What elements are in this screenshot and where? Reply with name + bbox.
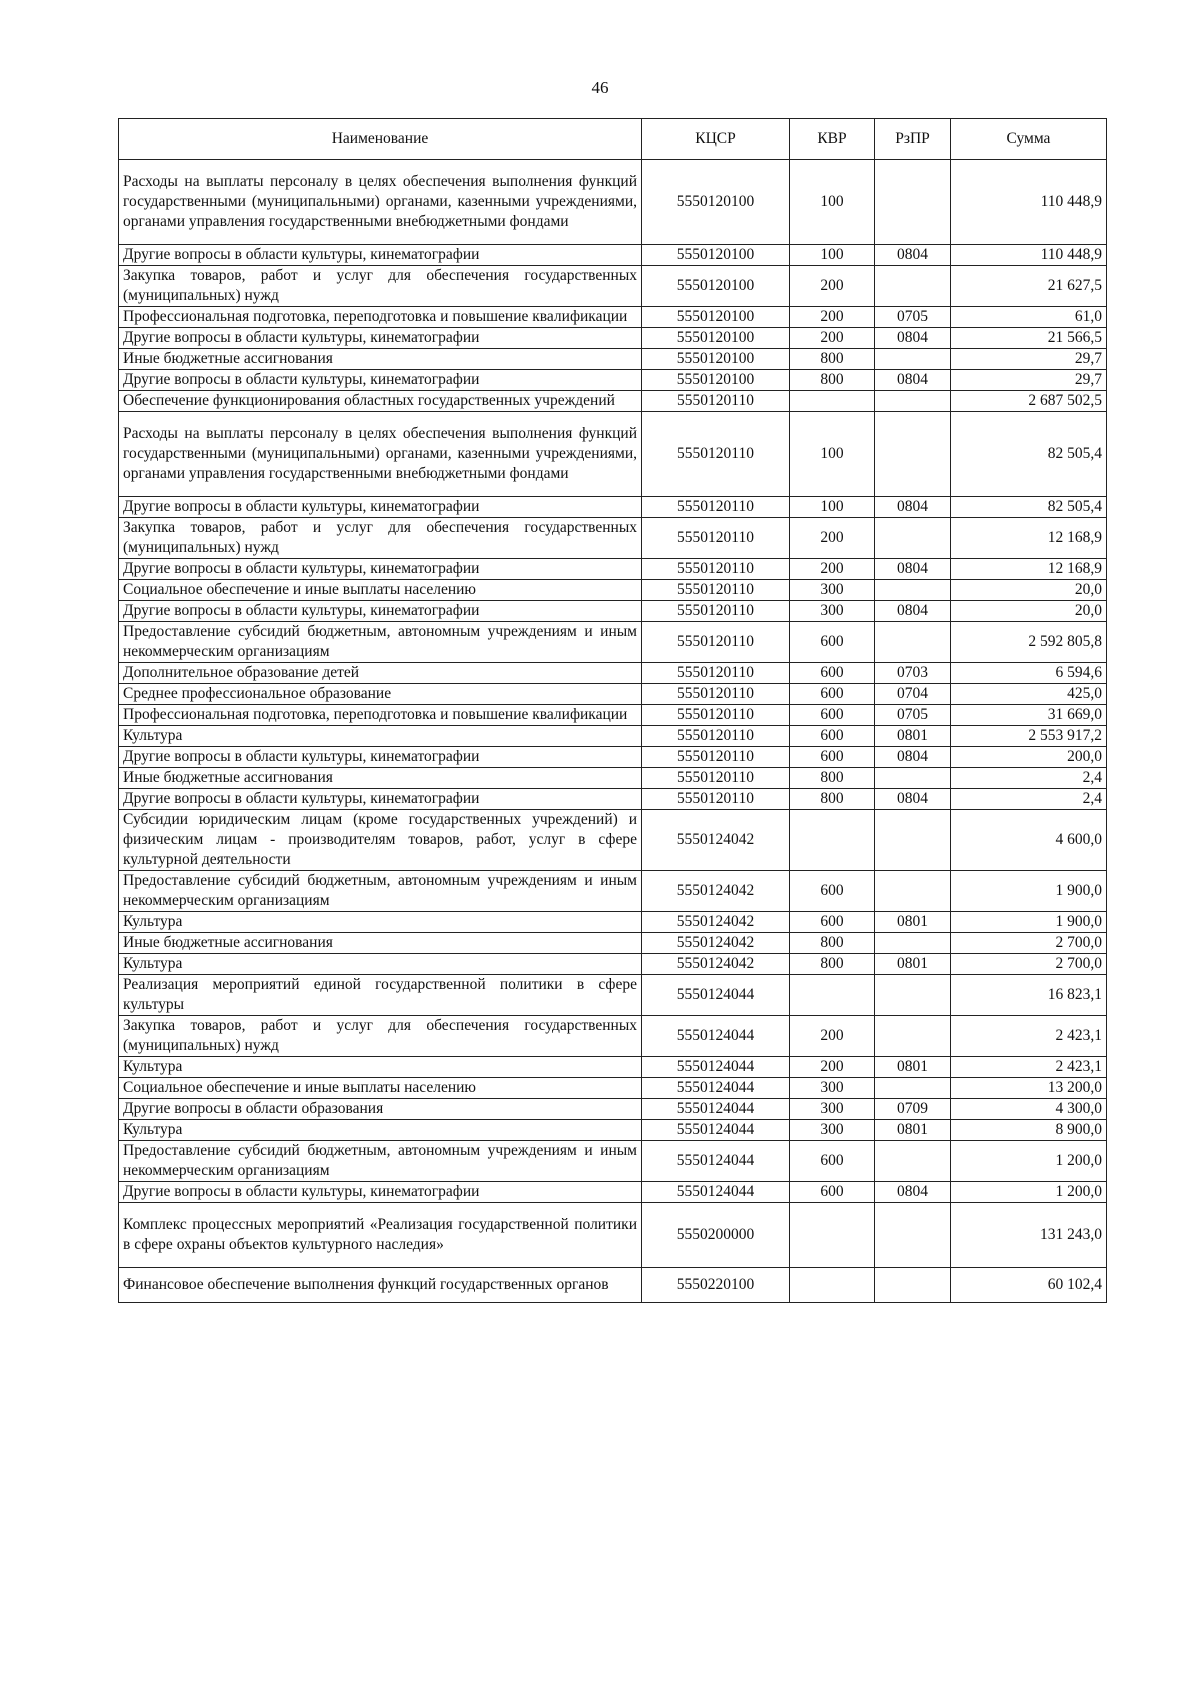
row-name-cell: Культура	[119, 1057, 642, 1078]
row-name-cell: Другие вопросы в области образования	[119, 1099, 642, 1120]
row-kcsr-cell: 5550124044	[642, 1141, 790, 1182]
table-header-row	[119, 119, 1107, 160]
table-row	[119, 1268, 1107, 1303]
table-row	[119, 160, 1107, 245]
row-kvr-cell: 100	[790, 412, 875, 497]
row-sum-cell: 29,7	[951, 349, 1107, 370]
table-row	[119, 684, 1107, 705]
row-sum-cell: 21 566,5	[951, 328, 1107, 349]
table-row	[119, 663, 1107, 684]
row-kcsr-cell: 5550124042	[642, 912, 790, 933]
row-rzpr-cell	[875, 391, 951, 412]
row-name-cell: Культура	[119, 954, 642, 975]
row-rzpr-cell	[875, 266, 951, 307]
row-rzpr-cell	[875, 1268, 951, 1303]
row-rzpr-cell	[875, 1141, 951, 1182]
table-row	[119, 580, 1107, 601]
row-sum-cell: 2 700,0	[951, 933, 1107, 954]
row-name-cell: Комплекс процессных мероприятий «Реализация государственной политики в сфере охраны объектов культурного наследия»	[119, 1203, 642, 1268]
row-kvr-cell: 200	[790, 559, 875, 580]
row-kvr-cell: 200	[790, 1057, 875, 1078]
row-name-cell: Предоставление субсидий бюджетным, автономным учреждениям и иным некоммерческим организациям	[119, 622, 642, 663]
row-kcsr-cell: 5550120110	[642, 663, 790, 684]
row-rzpr-cell: 0704	[875, 684, 951, 705]
row-rzpr-cell: 0804	[875, 559, 951, 580]
row-name-cell: Культура	[119, 1120, 642, 1141]
row-rzpr-cell	[875, 349, 951, 370]
row-sum-cell: 20,0	[951, 580, 1107, 601]
table-row	[119, 871, 1107, 912]
row-kcsr-cell: 5550220100	[642, 1268, 790, 1303]
row-rzpr-cell: 0801	[875, 912, 951, 933]
row-kcsr-cell: 5550124044	[642, 975, 790, 1016]
row-rzpr-cell	[875, 871, 951, 912]
row-rzpr-cell	[875, 580, 951, 601]
row-name-cell: Реализация мероприятий единой государственной политики в сфере культуры	[119, 975, 642, 1016]
table-row	[119, 601, 1107, 622]
row-sum-cell: 200,0	[951, 747, 1107, 768]
row-kcsr-cell: 5550124042	[642, 954, 790, 975]
row-rzpr-cell: 0705	[875, 307, 951, 328]
row-kvr-cell: 800	[790, 349, 875, 370]
row-name-cell: Другие вопросы в области культуры, кинематографии	[119, 245, 642, 266]
row-sum-cell: 4 300,0	[951, 1099, 1107, 1120]
row-kcsr-cell: 5550200000	[642, 1203, 790, 1268]
row-name-cell: Другие вопросы в области культуры, кинематографии	[119, 789, 642, 810]
row-kvr-cell	[790, 975, 875, 1016]
row-rzpr-cell: 0804	[875, 789, 951, 810]
row-name-cell: Другие вопросы в области культуры, кинематографии	[119, 370, 642, 391]
row-name-cell: Иные бюджетные ассигнования	[119, 768, 642, 789]
row-name-cell: Другие вопросы в области культуры, кинематографии	[119, 559, 642, 580]
row-kcsr-cell: 5550124044	[642, 1016, 790, 1057]
row-kvr-cell: 600	[790, 705, 875, 726]
row-rzpr-cell: 0804	[875, 245, 951, 266]
table-row	[119, 349, 1107, 370]
row-kvr-cell: 100	[790, 497, 875, 518]
row-kvr-cell: 300	[790, 1078, 875, 1099]
row-sum-cell: 29,7	[951, 370, 1107, 391]
row-kvr-cell: 800	[790, 933, 875, 954]
row-name-cell: Культура	[119, 912, 642, 933]
row-sum-cell: 2 423,1	[951, 1057, 1107, 1078]
row-name-cell: Другие вопросы в области культуры, кинематографии	[119, 601, 642, 622]
table-row	[119, 412, 1107, 497]
row-sum-cell: 4 600,0	[951, 810, 1107, 871]
table-row	[119, 747, 1107, 768]
table-row	[119, 245, 1107, 266]
row-name-cell: Закупка товаров, работ и услуг для обеспечения государственных (муниципальных) нужд	[119, 266, 642, 307]
row-kvr-cell	[790, 1268, 875, 1303]
row-kcsr-cell: 5550124044	[642, 1120, 790, 1141]
row-sum-cell: 2,4	[951, 789, 1107, 810]
row-name-cell: Социальное обеспечение и иные выплаты населению	[119, 1078, 642, 1099]
table-row	[119, 307, 1107, 328]
row-kvr-cell	[790, 1203, 875, 1268]
row-name-cell: Обеспечение функционирования областных государственных учреждений	[119, 391, 642, 412]
row-name-cell: Профессиональная подготовка, переподготовка и повышение квалификации	[119, 705, 642, 726]
row-name-cell: Иные бюджетные ассигнования	[119, 933, 642, 954]
row-name-cell: Предоставление субсидий бюджетным, автономным учреждениям и иным некоммерческим организациям	[119, 1141, 642, 1182]
row-kcsr-cell: 5550124042	[642, 933, 790, 954]
row-sum-cell: 2 700,0	[951, 954, 1107, 975]
row-kcsr-cell: 5550120110	[642, 726, 790, 747]
table-row	[119, 518, 1107, 559]
row-sum-cell: 31 669,0	[951, 705, 1107, 726]
table-row	[119, 391, 1107, 412]
table-row	[119, 933, 1107, 954]
table-row	[119, 726, 1107, 747]
row-kcsr-cell: 5550124042	[642, 810, 790, 871]
row-kvr-cell: 800	[790, 768, 875, 789]
row-kvr-cell: 300	[790, 580, 875, 601]
table-row	[119, 810, 1107, 871]
table-row	[119, 768, 1107, 789]
row-rzpr-cell: 0804	[875, 601, 951, 622]
row-sum-cell: 16 823,1	[951, 975, 1107, 1016]
row-kvr-cell: 600	[790, 912, 875, 933]
row-rzpr-cell: 0705	[875, 705, 951, 726]
row-rzpr-cell: 0709	[875, 1099, 951, 1120]
row-kvr-cell: 100	[790, 245, 875, 266]
row-name-cell: Предоставление субсидий бюджетным, автономным учреждениям и иным некоммерческим организациям	[119, 871, 642, 912]
row-kcsr-cell: 5550124042	[642, 871, 790, 912]
row-kcsr-cell: 5550124044	[642, 1078, 790, 1099]
table-row	[119, 705, 1107, 726]
row-sum-cell: 110 448,9	[951, 245, 1107, 266]
row-sum-cell: 425,0	[951, 684, 1107, 705]
row-kcsr-cell: 5550120100	[642, 245, 790, 266]
row-kcsr-cell: 5550120100	[642, 160, 790, 245]
row-sum-cell: 110 448,9	[951, 160, 1107, 245]
table-row	[119, 1141, 1107, 1182]
row-sum-cell: 1 900,0	[951, 912, 1107, 933]
row-sum-cell: 20,0	[951, 601, 1107, 622]
table-row	[119, 1120, 1107, 1141]
row-sum-cell: 82 505,4	[951, 412, 1107, 497]
table-row	[119, 1099, 1107, 1120]
row-kcsr-cell: 5550120100	[642, 370, 790, 391]
row-sum-cell: 2 423,1	[951, 1016, 1107, 1057]
row-kcsr-cell: 5550120100	[642, 307, 790, 328]
row-sum-cell: 8 900,0	[951, 1120, 1107, 1141]
row-kvr-cell: 800	[790, 370, 875, 391]
row-kvr-cell: 600	[790, 1141, 875, 1182]
table-row	[119, 789, 1107, 810]
row-kvr-cell: 300	[790, 1120, 875, 1141]
row-kvr-cell: 800	[790, 954, 875, 975]
row-rzpr-cell	[875, 933, 951, 954]
row-kcsr-cell: 5550120110	[642, 747, 790, 768]
row-name-cell: Другие вопросы в области культуры, кинематографии	[119, 497, 642, 518]
table-row	[119, 497, 1107, 518]
row-name-cell: Закупка товаров, работ и услуг для обеспечения государственных (муниципальных) нужд	[119, 518, 642, 559]
row-kvr-cell: 600	[790, 1182, 875, 1203]
row-kcsr-cell: 5550124044	[642, 1099, 790, 1120]
row-rzpr-cell: 0804	[875, 328, 951, 349]
row-kvr-cell	[790, 391, 875, 412]
table-row	[119, 954, 1107, 975]
row-sum-cell: 21 627,5	[951, 266, 1107, 307]
row-sum-cell: 1 200,0	[951, 1141, 1107, 1182]
row-kvr-cell: 600	[790, 871, 875, 912]
row-kcsr-cell: 5550120110	[642, 622, 790, 663]
row-kcsr-cell: 5550120110	[642, 518, 790, 559]
row-kcsr-cell: 5550120110	[642, 768, 790, 789]
row-sum-cell: 82 505,4	[951, 497, 1107, 518]
row-sum-cell: 1 200,0	[951, 1182, 1107, 1203]
row-sum-cell: 12 168,9	[951, 518, 1107, 559]
row-kcsr-cell: 5550120100	[642, 266, 790, 307]
table-row	[119, 370, 1107, 391]
row-kcsr-cell: 5550120100	[642, 328, 790, 349]
row-kvr-cell: 600	[790, 747, 875, 768]
row-name-cell: Расходы на выплаты персоналу в целях обеспечения выполнения функций государственными (муниципальными) органами, казенными учреждениями, органами управления государственными внебюджетными фондами	[119, 160, 642, 245]
row-kcsr-cell: 5550124044	[642, 1057, 790, 1078]
row-name-cell: Закупка товаров, работ и услуг для обеспечения государственных (муниципальных) нужд	[119, 1016, 642, 1057]
row-kvr-cell: 300	[790, 1099, 875, 1120]
row-sum-cell: 2,4	[951, 768, 1107, 789]
row-name-cell: Дополнительное образование детей	[119, 663, 642, 684]
row-name-cell: Иные бюджетные ассигнования	[119, 349, 642, 370]
row-kcsr-cell: 5550120110	[642, 412, 790, 497]
row-rzpr-cell: 0801	[875, 1057, 951, 1078]
row-sum-cell: 60 102,4	[951, 1268, 1107, 1303]
row-sum-cell: 1 900,0	[951, 871, 1107, 912]
row-rzpr-cell: 0804	[875, 370, 951, 391]
table-row	[119, 622, 1107, 663]
row-name-cell: Культура	[119, 726, 642, 747]
row-kvr-cell: 600	[790, 663, 875, 684]
row-rzpr-cell: 0801	[875, 726, 951, 747]
row-kcsr-cell: 5550120110	[642, 601, 790, 622]
row-rzpr-cell	[875, 160, 951, 245]
row-kvr-cell: 200	[790, 518, 875, 559]
header-sum: Сумма	[951, 119, 1107, 160]
row-kvr-cell: 100	[790, 160, 875, 245]
row-rzpr-cell	[875, 1078, 951, 1099]
row-sum-cell: 13 200,0	[951, 1078, 1107, 1099]
row-name-cell: Социальное обеспечение и иные выплаты населению	[119, 580, 642, 601]
row-name-cell: Финансовое обеспечение выполнения функций государственных органов	[119, 1268, 642, 1303]
row-kvr-cell: 200	[790, 307, 875, 328]
row-kcsr-cell: 5550120110	[642, 559, 790, 580]
row-rzpr-cell: 0804	[875, 497, 951, 518]
row-kvr-cell	[790, 810, 875, 871]
row-kcsr-cell: 5550120110	[642, 497, 790, 518]
row-kcsr-cell: 5550120110	[642, 705, 790, 726]
row-sum-cell: 131 243,0	[951, 1203, 1107, 1268]
row-rzpr-cell	[875, 412, 951, 497]
row-kcsr-cell: 5550120110	[642, 580, 790, 601]
header-kcsr: КЦСР	[642, 119, 790, 160]
table-row	[119, 266, 1107, 307]
row-sum-cell: 2 553 917,2	[951, 726, 1107, 747]
table-row	[119, 1078, 1107, 1099]
row-rzpr-cell: 0801	[875, 1120, 951, 1141]
row-kvr-cell: 200	[790, 1016, 875, 1057]
table-row	[119, 1203, 1107, 1268]
table-row	[119, 1182, 1107, 1203]
header-rzpr: РзПР	[875, 119, 951, 160]
row-kvr-cell: 300	[790, 601, 875, 622]
row-kcsr-cell: 5550120110	[642, 391, 790, 412]
table-row	[119, 559, 1107, 580]
row-rzpr-cell	[875, 768, 951, 789]
row-kvr-cell: 600	[790, 684, 875, 705]
row-rzpr-cell: 0804	[875, 747, 951, 768]
row-kvr-cell: 600	[790, 726, 875, 747]
row-sum-cell: 12 168,9	[951, 559, 1107, 580]
header-name: Наименование	[119, 119, 642, 160]
row-kvr-cell: 800	[790, 789, 875, 810]
row-name-cell: Другие вопросы в области культуры, кинематографии	[119, 328, 642, 349]
row-sum-cell: 6 594,6	[951, 663, 1107, 684]
row-rzpr-cell: 0801	[875, 954, 951, 975]
row-kcsr-cell: 5550124044	[642, 1182, 790, 1203]
table-body	[119, 160, 1107, 1303]
row-kcsr-cell: 5550120110	[642, 789, 790, 810]
row-kcsr-cell: 5550120100	[642, 349, 790, 370]
table-row	[119, 1016, 1107, 1057]
row-name-cell: Среднее профессиональное образование	[119, 684, 642, 705]
row-rzpr-cell: 0703	[875, 663, 951, 684]
row-rzpr-cell	[875, 1203, 951, 1268]
row-name-cell: Другие вопросы в области культуры, кинематографии	[119, 747, 642, 768]
budget-table	[118, 118, 1107, 1303]
row-name-cell: Расходы на выплаты персоналу в целях обеспечения выполнения функций государственными (муниципальными) органами, казенными учреждениями, органами управления государственными внебюджетными фондами	[119, 412, 642, 497]
row-rzpr-cell	[875, 810, 951, 871]
row-kvr-cell: 200	[790, 328, 875, 349]
row-rzpr-cell	[875, 622, 951, 663]
table-row	[119, 1057, 1107, 1078]
header-kvr: КВР	[790, 119, 875, 160]
page-number: 46	[591, 78, 609, 97]
row-sum-cell: 2 592 805,8	[951, 622, 1107, 663]
row-name-cell: Другие вопросы в области культуры, кинематографии	[119, 1182, 642, 1203]
row-sum-cell: 2 687 502,5	[951, 391, 1107, 412]
row-sum-cell: 61,0	[951, 307, 1107, 328]
row-rzpr-cell	[875, 1016, 951, 1057]
table-row	[119, 975, 1107, 1016]
row-rzpr-cell	[875, 975, 951, 1016]
row-name-cell: Субсидии юридическим лицам (кроме государственных учреждений) и физическим лицам - производителям товаров, работ, услуг в сфере культурной деятельности	[119, 810, 642, 871]
row-rzpr-cell	[875, 518, 951, 559]
row-rzpr-cell: 0804	[875, 1182, 951, 1203]
row-kvr-cell: 600	[790, 622, 875, 663]
table-row	[119, 328, 1107, 349]
row-name-cell: Профессиональная подготовка, переподготовка и повышение квалификации	[119, 307, 642, 328]
row-kcsr-cell: 5550120110	[642, 684, 790, 705]
row-kvr-cell: 200	[790, 266, 875, 307]
table-row	[119, 912, 1107, 933]
